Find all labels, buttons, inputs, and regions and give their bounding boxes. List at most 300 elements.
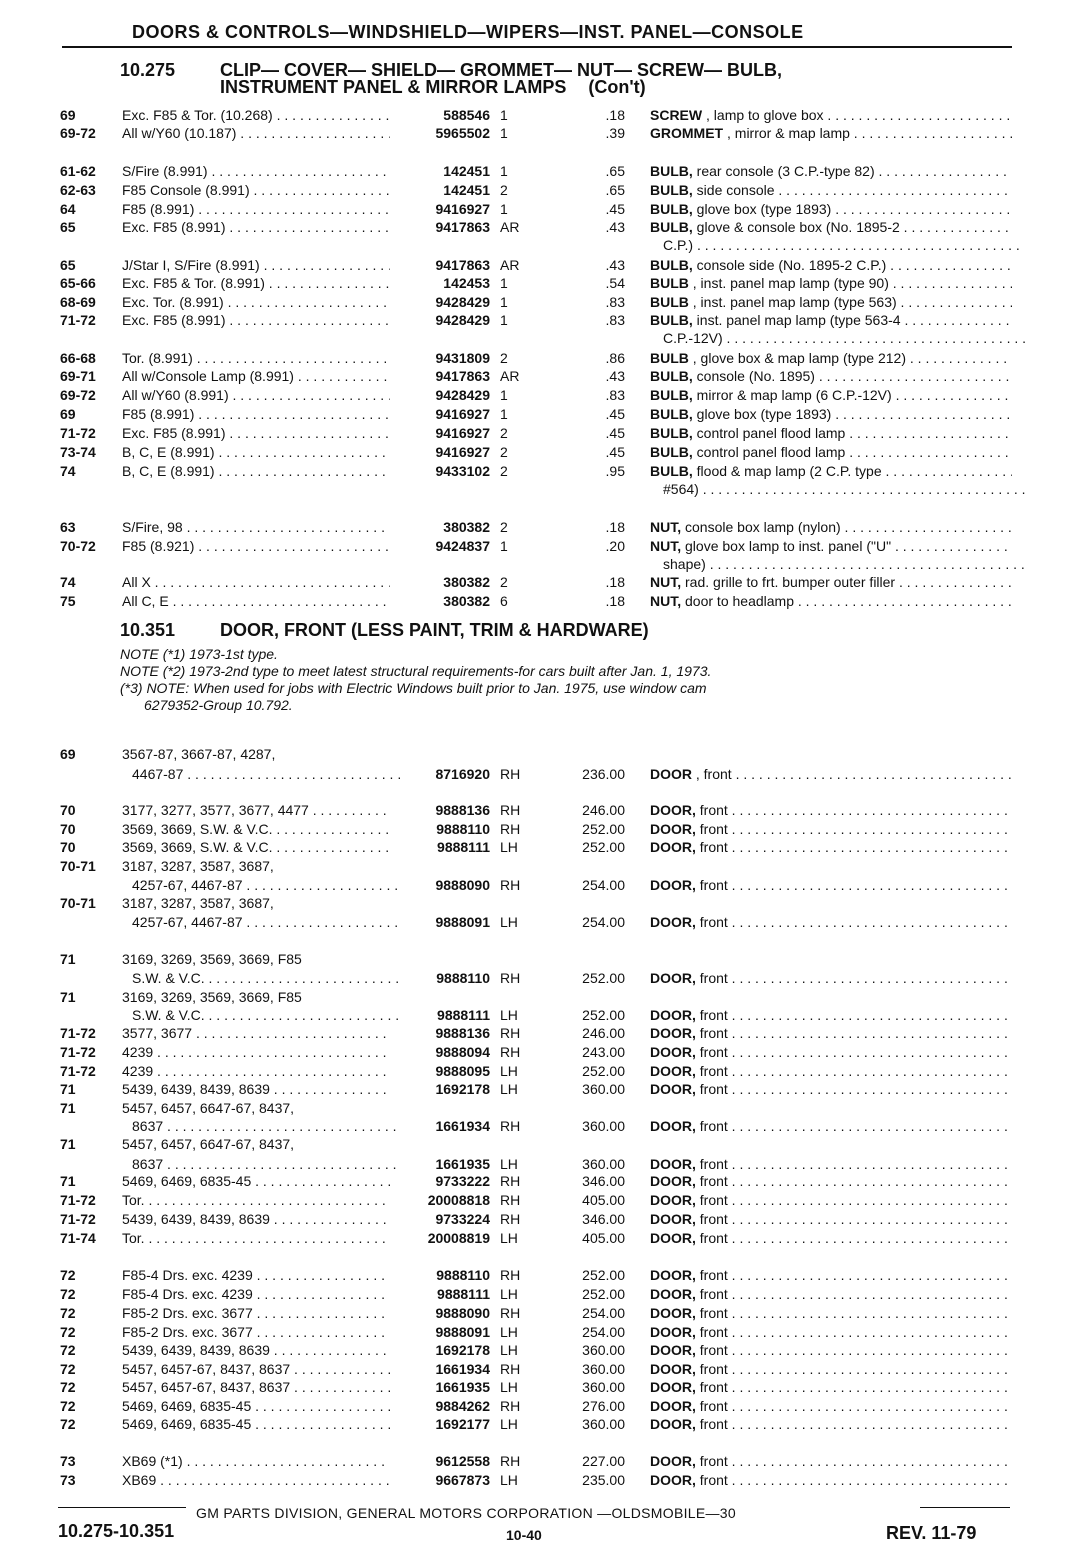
year-cell: 70 <box>60 839 76 855</box>
price-cell: 360.00 <box>582 1081 625 1097</box>
table-row <box>0 462 1071 480</box>
part-number-cell: 9888136 <box>435 802 490 818</box>
table-row <box>0 1172 1071 1190</box>
part-number-cell: 9417863 <box>435 257 490 273</box>
table-row <box>0 1191 1071 1209</box>
section-number: 10.275 <box>120 60 176 80</box>
part-name: DOOR, <box>650 1063 696 1079</box>
description-text: #564) . . . <box>663 480 1025 498</box>
part-number-cell: 9424837 <box>435 538 490 554</box>
price-cell: .54 <box>605 275 625 291</box>
description-cell <box>650 367 1012 385</box>
price-cell: 252.00 <box>582 1286 625 1302</box>
quantity-cell: AR <box>500 257 520 273</box>
part-number-cell: 9888094 <box>435 1044 490 1060</box>
application-cell: 3569, 3669, S.W. & V.C. . . . <box>122 838 390 856</box>
description-text: control panel flood lamp <box>692 444 846 460</box>
price-cell: 254.00 <box>582 914 625 930</box>
part-name: DOOR, <box>650 821 696 837</box>
application-cell: All C, E . . . <box>122 592 390 610</box>
price-cell: .45 <box>605 444 625 460</box>
description-cell <box>650 1191 1012 1209</box>
year-cell: 61-62 <box>60 163 96 179</box>
table-row <box>0 124 1071 142</box>
section-title: DOOR, FRONT (LESS PAINT, TRIM & HARDWARE) <box>220 620 649 640</box>
description-cell <box>650 1415 1012 1433</box>
application-cell: 5439, 6439, 8439, 8639 . . . <box>122 1080 390 1098</box>
price-cell: 252.00 <box>582 839 625 855</box>
year-cell: 69 <box>60 746 76 762</box>
application-cell: Tor. . . . <box>122 1191 390 1209</box>
table-row <box>0 218 1071 236</box>
price-cell: .43 <box>605 219 625 235</box>
description-text: front <box>695 877 728 893</box>
price-cell: 360.00 <box>582 1361 625 1377</box>
table-row <box>0 1006 1071 1024</box>
description-cell <box>650 838 1012 856</box>
table-row <box>0 405 1071 423</box>
part-name: DOOR, <box>650 1286 696 1302</box>
table-row <box>0 1266 1071 1284</box>
part-name: BULB, <box>650 406 693 422</box>
year-cell: 64 <box>60 201 76 217</box>
price-cell: 276.00 <box>582 1398 625 1414</box>
note-line: 6279352-Group 10.792. <box>144 697 293 713</box>
table-row <box>0 1360 1071 1378</box>
application-cell: Exc. F85 & Tor. (8.991) . . . <box>122 274 390 292</box>
price-cell: .39 <box>605 125 625 141</box>
description-cell <box>650 462 1012 480</box>
year-cell: 70-71 <box>60 895 96 911</box>
quantity-cell: 1 <box>500 387 508 403</box>
description-text: front <box>695 1192 728 1208</box>
quantity-cell: 1 <box>500 163 508 179</box>
part-number-cell: 9416927 <box>435 444 490 460</box>
application-cell: Exc. Tor. (8.991) . . . <box>122 293 390 311</box>
part-number-cell: 9416927 <box>435 425 490 441</box>
year-cell: 71-72 <box>60 1025 96 1041</box>
price-cell: 252.00 <box>582 1007 625 1023</box>
application-cell: All X . . . <box>122 573 390 591</box>
table-row <box>0 1024 1071 1042</box>
description-text: front <box>695 1472 728 1488</box>
part-number-cell: 9417863 <box>435 219 490 235</box>
table-row <box>0 573 1071 591</box>
part-number-cell: 8716920 <box>435 766 490 782</box>
description-cell <box>650 218 1012 236</box>
year-cell: 72 <box>60 1267 76 1283</box>
year-cell: 69-71 <box>60 368 96 384</box>
description-cell <box>650 256 1012 274</box>
quantity-cell: LH <box>500 1081 518 1097</box>
price-cell: .83 <box>605 387 625 403</box>
part-name: DOOR, <box>650 1416 696 1432</box>
quantity-cell: 1 <box>500 294 508 310</box>
description-text: , glove box & map lamp (type 212) <box>688 350 906 366</box>
table-row <box>0 801 1071 819</box>
description-cell <box>650 311 1012 329</box>
price-cell: 360.00 <box>582 1118 625 1134</box>
application-cell: 5457, 6457, 6647-67, 8437, <box>122 1136 295 1152</box>
description-cell <box>650 1062 1012 1080</box>
part-name: DOOR, <box>650 1230 696 1246</box>
application-cell: F85-4 Drs. exc. 4239 . . . <box>122 1285 390 1303</box>
part-name: DOOR, <box>650 1173 696 1189</box>
quantity-cell: LH <box>500 1063 518 1079</box>
part-name: BULB, <box>650 312 693 328</box>
part-name: BULB <box>650 350 689 366</box>
description-text: front <box>695 1361 728 1377</box>
application-cell: XB69 (*1) . . . <box>122 1452 390 1470</box>
quantity-cell: 2 <box>500 182 508 198</box>
application-cell: B, C, E (8.991) . . . <box>122 443 390 461</box>
table-row <box>0 386 1071 404</box>
year-cell: 71-72 <box>60 1211 96 1227</box>
table-row <box>0 894 1071 912</box>
part-number-cell: 9417863 <box>435 368 490 384</box>
description-text: shape) . . . <box>663 555 1025 573</box>
description-cell <box>650 106 1012 124</box>
part-number-cell: 9431809 <box>435 350 490 366</box>
price-cell: 405.00 <box>582 1192 625 1208</box>
description-cell <box>650 537 1012 555</box>
application-cell: Tor. (8.991) . . . <box>122 349 390 367</box>
quantity-cell: RH <box>500 1173 521 1189</box>
price-cell: .43 <box>605 368 625 384</box>
price-cell: 246.00 <box>582 802 625 818</box>
application-cell: 5469, 6469, 6835-45 . . . <box>122 1415 390 1433</box>
description-cell <box>650 1172 1012 1190</box>
footer-rule <box>920 1507 1010 1508</box>
table-row <box>0 1155 1071 1173</box>
year-cell: 71-72 <box>60 425 96 441</box>
table-row <box>0 765 1071 783</box>
description-cell <box>650 124 1012 142</box>
price-cell: .45 <box>605 406 625 422</box>
part-number-cell: 1661935 <box>435 1379 490 1395</box>
description-cell <box>650 293 1012 311</box>
table-row <box>0 349 1071 367</box>
part-name: DOOR, <box>650 1192 696 1208</box>
footer-page-number: 10-40 <box>506 1527 542 1543</box>
table-row <box>0 274 1071 292</box>
table-row <box>0 518 1071 536</box>
application-cell: All w/Console Lamp (8.991) . . . <box>122 367 390 385</box>
year-cell: 72 <box>60 1379 76 1395</box>
year-cell: 73 <box>60 1453 76 1469</box>
table-row <box>0 256 1071 274</box>
table-row <box>0 106 1071 124</box>
part-name: BULB, <box>650 163 693 179</box>
table-row <box>0 1471 1071 1489</box>
part-name: NUT, <box>650 538 682 554</box>
table-row <box>0 1452 1071 1470</box>
description-text: , lamp to glove box <box>702 107 824 123</box>
price-cell: .86 <box>605 350 625 366</box>
table-row <box>0 988 1071 1006</box>
description-cell <box>650 1080 1012 1098</box>
description-text: front <box>695 1267 728 1283</box>
part-name: DOOR <box>650 766 692 782</box>
application-cell: F85-2 Drs. exc. 3677 . . . <box>122 1304 390 1322</box>
year-cell: 71-72 <box>60 1044 96 1060</box>
note-line: NOTE (*1) 1973-1st type. <box>120 646 278 662</box>
description-text: C.P.-12V) . . . <box>663 329 1025 347</box>
part-name: DOOR, <box>650 1472 696 1488</box>
quantity-cell: RH <box>500 1044 521 1060</box>
part-name: BULB, <box>650 425 693 441</box>
application-cell: 5439, 6439, 8439, 8639 . . . <box>122 1210 390 1228</box>
description-cell <box>650 181 1012 199</box>
footer-publisher: GM PARTS DIVISION, GENERAL MOTORS CORPORATION —OLDSMOBILE—30 <box>196 1505 736 1521</box>
part-number-cell: 380382 <box>443 593 490 609</box>
description-cell <box>650 1304 1012 1322</box>
year-cell: 71-72 <box>60 312 96 328</box>
part-number-cell: 1661934 <box>435 1118 490 1134</box>
part-name: DOOR, <box>650 1025 696 1041</box>
description-cell <box>650 592 1012 610</box>
description-text: glove & console box (No. 1895-2 <box>692 219 900 235</box>
part-name: DOOR, <box>650 1453 696 1469</box>
description-text: glove box (type 1893) <box>692 201 832 217</box>
year-cell: 69 <box>60 107 76 123</box>
price-cell: 252.00 <box>582 1267 625 1283</box>
part-name: DOOR, <box>650 1305 696 1321</box>
year-cell: 72 <box>60 1342 76 1358</box>
description-continuation <box>0 480 1071 498</box>
quantity-cell: LH <box>500 1007 518 1023</box>
quantity-cell: 2 <box>500 350 508 366</box>
application-cell: 3577, 3677 . . . <box>122 1024 390 1042</box>
quantity-cell: LH <box>500 1379 518 1395</box>
description-text: door to headlamp <box>681 593 794 609</box>
application-cell: 8637 . . . <box>132 1117 400 1135</box>
year-cell: 70-72 <box>60 538 96 554</box>
year-cell: 72 <box>60 1398 76 1414</box>
footer-section-range: 10.275-10.351 <box>58 1521 175 1541</box>
footer-revision: REV. 11-79 <box>886 1523 977 1543</box>
description-text: front <box>695 839 728 855</box>
part-name: BULB, <box>650 387 693 403</box>
description-text: console (No. 1895) <box>692 368 815 384</box>
description-cell <box>650 443 1012 461</box>
table-row <box>0 1099 1071 1117</box>
part-number-cell: 9888110 <box>436 1267 490 1283</box>
part-name: DOOR, <box>650 1361 696 1377</box>
description-cell <box>650 200 1012 218</box>
quantity-cell: 1 <box>500 538 508 554</box>
part-number-cell: 9733222 <box>435 1173 490 1189</box>
description-text: front <box>695 821 728 837</box>
quantity-cell: 1 <box>500 406 508 422</box>
application-cell: 3569, 3669, S.W. & V.C. . . . <box>122 820 390 838</box>
part-number-cell: 588546 <box>443 107 490 123</box>
part-number-cell: 142451 <box>443 163 490 179</box>
description-text: front <box>695 1118 728 1134</box>
part-name: BULB <box>650 275 689 291</box>
price-cell: .83 <box>605 312 625 328</box>
description-cell <box>650 1285 1012 1303</box>
table-row <box>0 820 1071 838</box>
application-cell: Exc. F85 (8.991) . . . <box>122 424 390 442</box>
quantity-cell: 1 <box>500 125 508 141</box>
year-cell: 70-71 <box>60 858 96 874</box>
table-row <box>0 443 1071 461</box>
part-number-cell: 1692178 <box>435 1342 490 1358</box>
description-text: console box lamp (nylon) <box>681 519 841 535</box>
part-number-cell: 9612558 <box>435 1453 490 1469</box>
description-text: inst. panel map lamp (type 563-4 <box>692 312 901 328</box>
price-cell: 254.00 <box>582 1305 625 1321</box>
table-row <box>0 745 1071 763</box>
application-cell: 3187, 3287, 3587, 3687, <box>122 895 274 911</box>
description-text: front <box>695 1398 728 1414</box>
description-cell <box>650 1397 1012 1415</box>
year-cell: 71 <box>60 989 76 1005</box>
price-cell: 246.00 <box>582 1025 625 1041</box>
description-text: front <box>695 1156 728 1172</box>
description-cell <box>650 1117 1012 1135</box>
part-number-cell: 1661935 <box>435 1156 490 1172</box>
price-cell: 346.00 <box>582 1173 625 1189</box>
price-cell: 346.00 <box>582 1211 625 1227</box>
description-text: , mirror & map lamp <box>723 125 850 141</box>
note-line: NOTE (*2) 1973-2nd type to meet latest structural requirements-for cars built after Jan. 1, 1973. <box>120 663 712 679</box>
year-cell: 65-66 <box>60 275 96 291</box>
price-cell: .18 <box>605 107 625 123</box>
description-cell <box>650 1229 1012 1247</box>
description-text: front <box>695 1211 728 1227</box>
quantity-cell: LH <box>500 839 518 855</box>
year-cell: 74 <box>60 463 76 479</box>
price-cell: 236.00 <box>582 766 625 782</box>
section-title: CLIP— COVER— SHIELD— GROMMET— NUT— SCREW— BULB, <box>220 60 782 80</box>
description-text: front <box>695 1453 728 1469</box>
description-cell <box>650 1452 1012 1470</box>
description-text: front <box>695 1286 728 1302</box>
year-cell: 74 <box>60 574 76 590</box>
application-cell: Exc. F85 (8.991) . . . <box>122 311 390 329</box>
quantity-cell: RH <box>500 1118 521 1134</box>
quantity-cell: RH <box>500 1025 521 1041</box>
table-row <box>0 200 1071 218</box>
table-row <box>0 367 1071 385</box>
application-cell: J/Star I, S/Fire (8.991) . . . <box>122 256 390 274</box>
quantity-cell: AR <box>500 219 520 235</box>
part-number-cell: 9888095 <box>435 1063 490 1079</box>
page-header-title: DOORS & CONTROLS—WINDSHIELD—WIPERS—INST. PANEL—CONSOLE <box>132 22 804 42</box>
description-continuation <box>0 555 1071 573</box>
table-row <box>0 1080 1071 1098</box>
price-cell: .45 <box>605 425 625 441</box>
quantity-cell: RH <box>500 1305 521 1321</box>
quantity-cell: LH <box>500 1230 518 1246</box>
year-cell: 70 <box>60 802 76 818</box>
table-row <box>0 1117 1071 1135</box>
part-number-cell: 9733224 <box>435 1211 490 1227</box>
year-cell: 63 <box>60 519 76 535</box>
part-number-cell: 9416927 <box>435 201 490 217</box>
application-cell: XB69 . . . <box>122 1471 390 1489</box>
description-cell <box>650 969 1012 987</box>
table-row <box>0 311 1071 329</box>
price-cell: .65 <box>605 182 625 198</box>
description-text: C.P.) . . . <box>663 236 1025 254</box>
section-number: 10.351 <box>120 620 176 640</box>
part-name: DOOR, <box>650 1398 696 1414</box>
quantity-cell: 2 <box>500 463 508 479</box>
footer-rule <box>58 1507 186 1508</box>
part-number-cell: 9888091 <box>435 1324 490 1340</box>
part-number-cell: 9888091 <box>435 914 490 930</box>
table-row <box>0 857 1071 875</box>
table-row <box>0 1415 1071 1433</box>
price-cell: 252.00 <box>582 821 625 837</box>
price-cell: 360.00 <box>582 1379 625 1395</box>
part-number-cell: 9888110 <box>436 970 490 986</box>
price-cell: 243.00 <box>582 1044 625 1060</box>
description-cell <box>650 573 1012 591</box>
year-cell: 72 <box>60 1286 76 1302</box>
application-cell: All w/Y60 (10.187) . . . <box>122 124 390 142</box>
year-cell: 71 <box>60 1136 76 1152</box>
year-cell: 71 <box>60 1173 76 1189</box>
application-cell: F85 Console (8.991) . . . <box>122 181 390 199</box>
price-cell: 235.00 <box>582 1472 625 1488</box>
year-cell: 69 <box>60 406 76 422</box>
price-cell: 252.00 <box>582 970 625 986</box>
table-row <box>0 1210 1071 1228</box>
part-name: GROMMET <box>650 125 724 141</box>
part-number-cell: 9416927 <box>435 406 490 422</box>
application-cell: 4257-67, 4467-87 . . . <box>132 913 400 931</box>
description-cell <box>650 1323 1012 1341</box>
application-cell: F85-2 Drs. exc. 3677 . . . <box>122 1323 390 1341</box>
year-cell: 71-72 <box>60 1063 96 1079</box>
continued-label: (Con't) <box>588 77 646 97</box>
table-row <box>0 876 1071 894</box>
description-text: glove box (type 1893) <box>692 406 832 422</box>
table-row <box>0 1062 1071 1080</box>
part-number-cell: 9888090 <box>435 877 490 893</box>
description-text: control panel flood lamp <box>692 425 846 441</box>
quantity-cell: RH <box>500 1398 521 1414</box>
application-cell: 3187, 3287, 3587, 3687, <box>122 858 274 874</box>
year-cell: 66-68 <box>60 350 96 366</box>
description-cell <box>650 1378 1012 1396</box>
quantity-cell: RH <box>500 970 521 986</box>
part-name: BULB, <box>650 182 693 198</box>
description-text: front <box>695 970 728 986</box>
application-cell: 5457, 6457-67, 8437, 8637 . . . <box>122 1360 390 1378</box>
application-cell: B, C, E (8.991) . . . <box>122 462 390 480</box>
table-row <box>0 592 1071 610</box>
table-row <box>0 181 1071 199</box>
description-cell <box>650 1266 1012 1284</box>
description-text: , inst. panel map lamp (type 90) <box>688 275 889 291</box>
part-name: DOOR, <box>650 877 696 893</box>
description-cell <box>650 349 1012 367</box>
description-cell <box>650 1210 1012 1228</box>
part-name: DOOR, <box>650 839 696 855</box>
quantity-cell: 2 <box>500 425 508 441</box>
description-cell <box>650 1155 1012 1173</box>
table-row <box>0 950 1071 968</box>
price-cell: .18 <box>605 574 625 590</box>
table-row <box>0 1378 1071 1396</box>
description-cell <box>650 274 1012 292</box>
price-cell: .20 <box>605 538 625 554</box>
